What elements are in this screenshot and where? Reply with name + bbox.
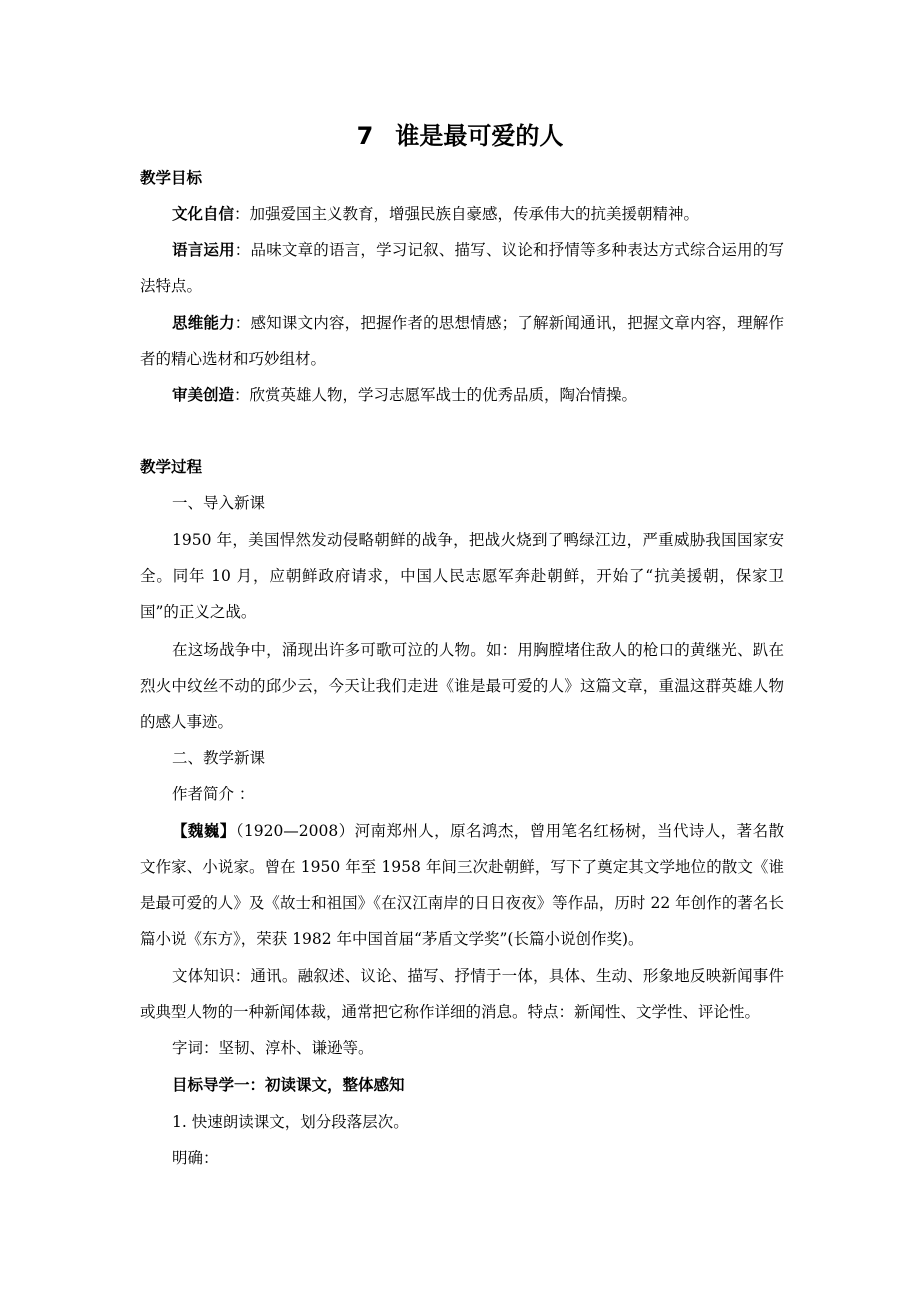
intro-paragraph-1: 1950 年，美国悍然发动侵略朝鲜的战争，把战火烧到了鸭绿江边，严重威胁我国国家安全。同年 10 月，应朝鲜政府请求，中国人民志愿军奔赴朝鲜，开始了“抗美援朝，保家卫国”的正义之战。: [140, 531, 784, 621]
objective-aesthetic: 审美创造：欣赏英雄人物，学习志愿军战士的优秀品质，陶冶情操。: [172, 386, 638, 404]
objective-label: 语言运用: [172, 241, 235, 259]
objectives-heading: 教学目标: [140, 169, 203, 187]
process-heading: 教学过程: [140, 458, 203, 476]
task-item: 1. 快速朗读课文，划分段落层次。: [172, 1113, 409, 1131]
objective-label: 思维能力: [172, 314, 235, 332]
objective-thinking: 思维能力：感知课文内容，把握作者的思想情感；了解新闻通讯，把握文章内容，理解作者的精心选材和巧妙组材。: [140, 314, 784, 368]
clarify-label: 明确：: [172, 1149, 219, 1167]
words-paragraph: 字词：坚韧、淳朴、谦逊等。: [172, 1039, 374, 1057]
objective-text: 加强爱国主义教育，增强民族自豪感，传承伟大的抗美援朝精神。: [249, 205, 700, 223]
objective-language: 语言运用：品味文章的语言，学习记叙、描写、议论和抒情等多种表达方式综合运用的写法特点。: [140, 241, 784, 295]
objective-text: 欣赏英雄人物，学习志愿军战士的优秀品质，陶冶情操。: [249, 386, 638, 404]
genre-paragraph: 文体知识：通讯。融叙述、议论、描写、抒情于一体，具体、生动、形象地反映新闻事件或典型人物的一种新闻体裁，通常把它称作详细的消息。特点：新闻性、文学性、评论性。: [140, 967, 784, 1021]
objective-text: 品味文章的语言，学习记叙、描写、议论和抒情等多种表达方式综合运用的写法特点。: [140, 241, 784, 295]
section-intro-heading: 一、导入新课: [172, 494, 266, 512]
objective-culture: 文化自信：加强爱国主义教育，增强民族自豪感，传承伟大的抗美援朝精神。: [172, 205, 700, 223]
lesson-title: [0, 118, 920, 154]
lesson-title-text: 谁是最可爱的人: [395, 122, 564, 150]
section-new-lesson-heading: 二、教学新课: [172, 749, 266, 767]
author-name: 【魏巍】: [172, 821, 236, 840]
author-bio: （1920—2008）河南郑州人，原名鸿杰，曾用笔名红杨树，当代诗人，著名散文作家、小说家。曾在 1950 年至 1958 年间三次赴朝鲜，写下了奠定其文学地位的散文《谁是最可爱的人》及《故士和祖国》《在汉江南岸的日日夜夜》等作品，历时 22 年创作的著名长篇小说《东方》，荣获 1982 年中国首届“茅盾文学奖”(长篇小说创作奖)。: [140, 822, 784, 948]
author-paragraph: [140, 813, 784, 957]
objective-label: 审美创造: [172, 386, 235, 404]
objective-label: 文化自信: [172, 205, 235, 223]
lesson-number: 7: [356, 122, 374, 150]
author-heading: 作者简介 ：: [172, 785, 255, 803]
goal-heading: 目标导学一：初读课文，整体感知: [172, 1076, 405, 1094]
intro-paragraph-2: 在这场战争中，涌现出许多可歌可泣的人物。如：用胸膛堵住敌人的枪口的黄继光、趴在烈火中纹丝不动的邱少云，今天让我们走进《谁是最可爱的人》这篇文章，重温这群英雄人物的感人事迹。: [140, 641, 784, 731]
objective-text: 感知课文内容，把握作者的思想情感；了解新闻通讯，把握文章内容，理解作者的精心选材和巧妙组材。: [140, 314, 784, 368]
